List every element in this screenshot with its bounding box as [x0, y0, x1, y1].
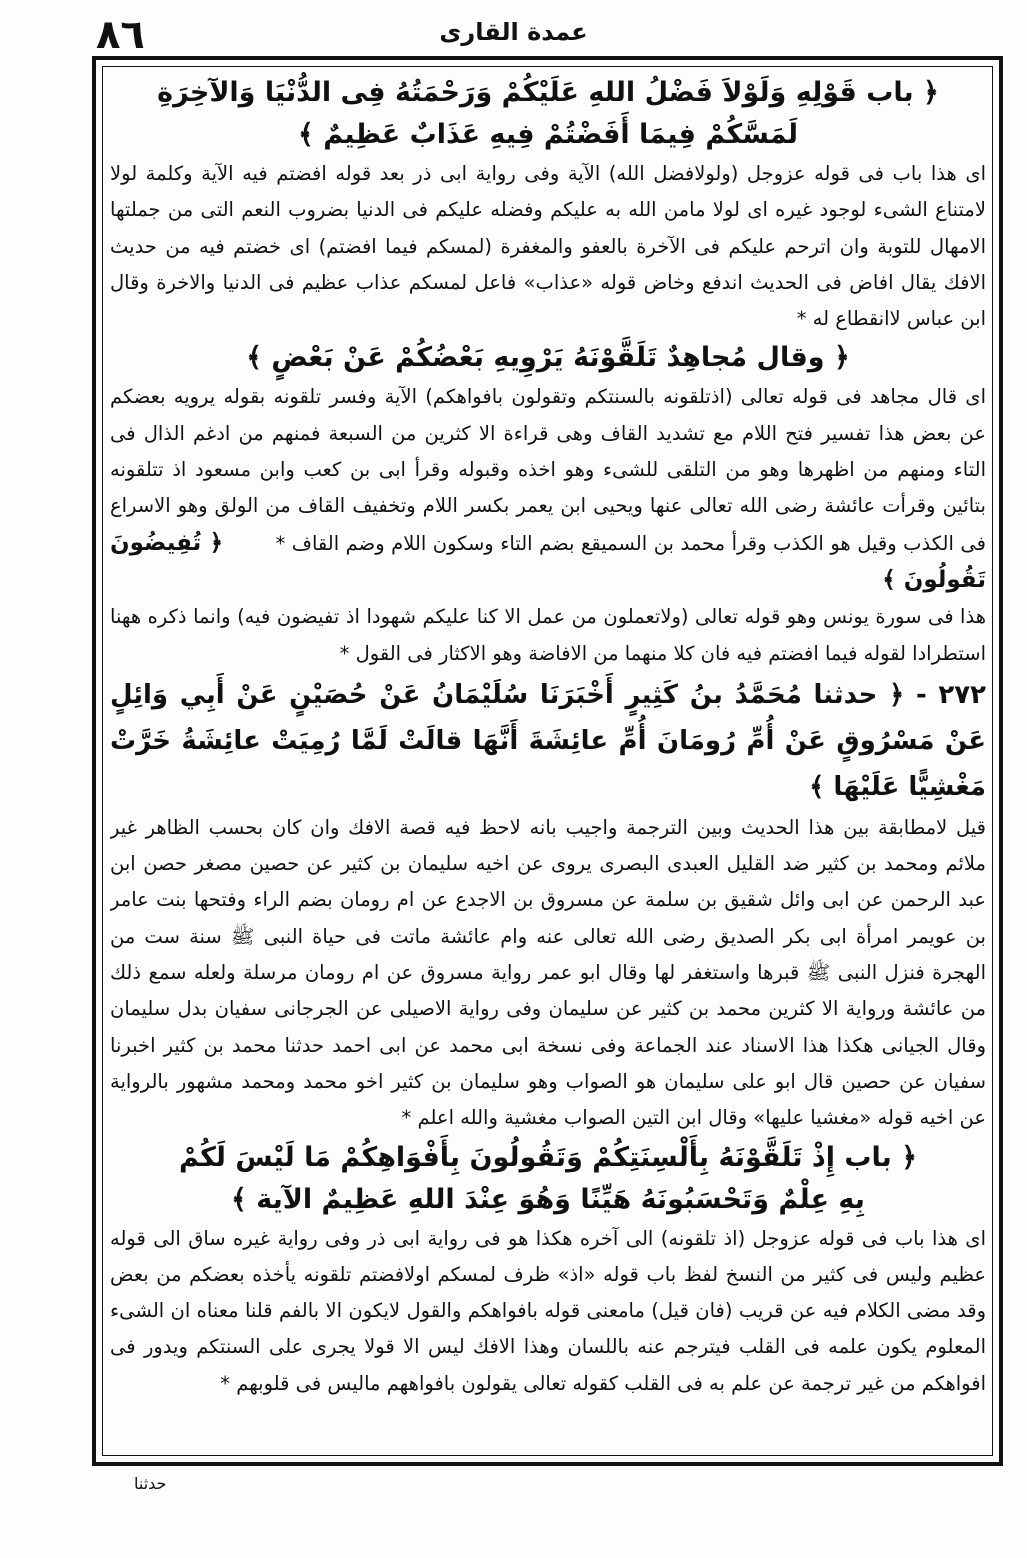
chapter-heading-2: ﴿ وقال مُجاهِدٌ تَلَقَّوْنَهُ يَرْوِيهِ بَعْضُكُمْ عَنْ بَعْضٍ ﴾: [246, 342, 850, 374]
running-title: عمدة القاری: [439, 18, 588, 46]
commentary-paragraph-2-text: ای قال مجاهد فی قوله تعالی (اذتلقونه بالسنتکم وتقولون بافواهکم) الآیة وفسر تلقونه بقوله یرویه بعضکم عن بعض هذا تفسیر فتح اللام مع تشدید القاف وهی قراءة الا کثرین من السبعة فمنهم من ادغم الذال فی التاء ومنهم من اظهرها وهو من التلقی للشیء وهو اخذه وقبوله وقرأ ابی بن کعب وابن مسعود اذ تتلقونه بتائین وقرأت عائشة رضی الله تعالی عنها ویحیی ابن یعمر بکسر اللام وتخفیف القاف من الولق وهو الاسراع فی الکذب وقیل هو الکذب وقرأ محمد بن السمیقع بضم التاء وسکون اللام وضم القاف *: [110, 385, 986, 555]
commentary-paragraph-3: هذا فی سورة یونس وهو قوله تعالی (ولاتعملون من عمل الا کنا علیکم شهودا اذ تفیضون فیه) وانما ذکره ههنا استطرادا لقوله فیما افضتم فیه فان کلا منهما من الافاضة وهو الاکثار فی القول *: [110, 605, 986, 665]
chapter-heading-1: ﴿ باب قَوْلِهِ وَلَوْلاَ فَضْلُ اللهِ عَلَيْكُمْ وَرَحْمَتُهُ فِى الدُّنْيَا وَالآخِرَةِ لَمَسَّكُمْ فِيمَا أَفَضْتُمْ فِيهِ عَذَابٌ عَظِيمٌ ﴾: [157, 77, 939, 150]
commentary-paragraph-5: ای هذا باب فی قوله عزوجل (اذ تلقونه) الی آخره هکذا هو فی روایة ابی ذر وفی روایة غیره ساق الی قوله عظیم ولیس فی کثیر من النسخ لفظ باب قوله «اذ» ظرف لمسکم اولافضتم تلقونه یأخذه بعضکم من بعض وقد مضی الکلام فیه عن قریب (فان قیل) مامعنی قوله بافواهکم والقول لایکون الا بالفم قلنا معناه ان الشیء المعلوم یکون علمه فی القلب فیترجم عنه باللسان وهذا الافك لیس الا قولا یجری علی السنتکم ویدور فی افواهکم من غیر ترجمة عن علم به فی القلب کقوله تعالی یقولون بافواههم مالیس فی قلوبهم *: [110, 1226, 986, 1395]
hadith-text: ﴿ حدثنا مُحَمَّدُ بنُ كَثِيرٍ أَخْبَرَنَا سُلَيْمَانُ عَنْ حُصَيْنٍ عَنْ أَبِي وَائِلٍ عَنْ مَسْرُوقٍ عَنْ أُمِّ رُومَانَ أُمِّ عائِشَةَ أَنَّهَا قالَتْ لَمَّا رُمِيَتْ عائِشَةُ خَرَّتْ مَغْشِيًّا عَلَيْهَا ﴾: [110, 679, 986, 802]
chapter-heading-3-line-2: بِهِ عِلْمٌ وَتَحْسَبُونَهُ هَيِّنًا وَهُوَ عِنْدَ اللهِ عَظِيمٌ الآية ﴾: [231, 1183, 865, 1215]
chapter-heading-3-line-1: ﴿ باب إِذْ تَلَقَّوْنَهُ بِأَلْسِنَتِكُمْ وَتَقُولُونَ بِأَفْوَاهِكُمْ مَا لَيْسَ لَكُمْ: [178, 1141, 918, 1173]
commentary-paragraph-4: قیل لامطابقة بین هذا الحدیث وبین الترجمة واجیب بانه لاحظ فیه قصة الافك وان کان بحسب الظاهر غیر ملائم ومحمد بن کثیر ضد القلیل العبدی البصری یروی عن اخیه سلیمان بن کثیر عن حصین مصغر حصن ابن عبد الرحمن عن ابی وائل شقیق بن سلمة عن مسروق بن الاجدع عن ام رومان بضم الراء وفتحها بنت عامر بن عویمر امرأة ابی بکر الصدیق رضی الله تعالی عنه وام عائشة ماتت فی حیاة النبی ﷺ سنة ست من الهجرة فنزل النبی ﷺ قبرها واستغفر لها وقال ابو عمر روایة مسروق عن ام رومان مرسلة ولعله سمع ذلك من عائشة وروایة الا کثرین محمد بن کثیر عن سلیمان وفی روایة الاصیلی عن الجرجانی سفیان بدل سلیمان وقال الجیانی هکذا هذا الاسناد عند الجماعة وفی نسخة ابی محمد عن ابی احمد حدثنا محمد بن کثیر اخبرنا سفیان عن حصین قال ابو علی سلیمان هو الصواب وهو سلیمان بن کثیر اخو محمد ومحمد مشهور بالروایة عن اخیه قوله «مغشیا علیها» وقال ابن التین الصواب مغشیة والله اعلم *: [110, 815, 986, 1130]
inline-heading: ﴿ تُفِيضُونَ تَقُولُونَ ﴾: [110, 529, 986, 593]
commentary-paragraph-2: [110, 379, 986, 599]
commentary-paragraph-1: ای هذا باب فی قوله عزوجل (ولولافضل الله) الآیة وفی روایة ابی ذر بعد قوله افضتم فیه الآیة وکلمة لولا لامتناع الشیء لوجود غیره ای لولا مامن الله به علیکم وفضله علیکم فی الدنیا بضروب النعم التی من جملتها الامهال للتوبة وان اترحم علیکم فی الآخرة بالعفو والمغفرة (لمسکم فیما افضتم) ای خضتم فیه من حدیث الافك یقال افاض فی الحدیث اندفع وخاض قوله «عذاب» فاعل لمسکم عذاب عظیم فی الدنیا والاخرة وقال ابن عباس لاانقطاع له *: [110, 162, 986, 331]
page-body: [110, 72, 986, 1452]
hadith-number: ٢٧٢ -: [915, 679, 986, 710]
catchword: حدثنا: [134, 1474, 167, 1493]
hadith-block: [110, 672, 986, 810]
page-header: [0, 10, 1027, 58]
page-number: ٨٦: [96, 12, 145, 58]
